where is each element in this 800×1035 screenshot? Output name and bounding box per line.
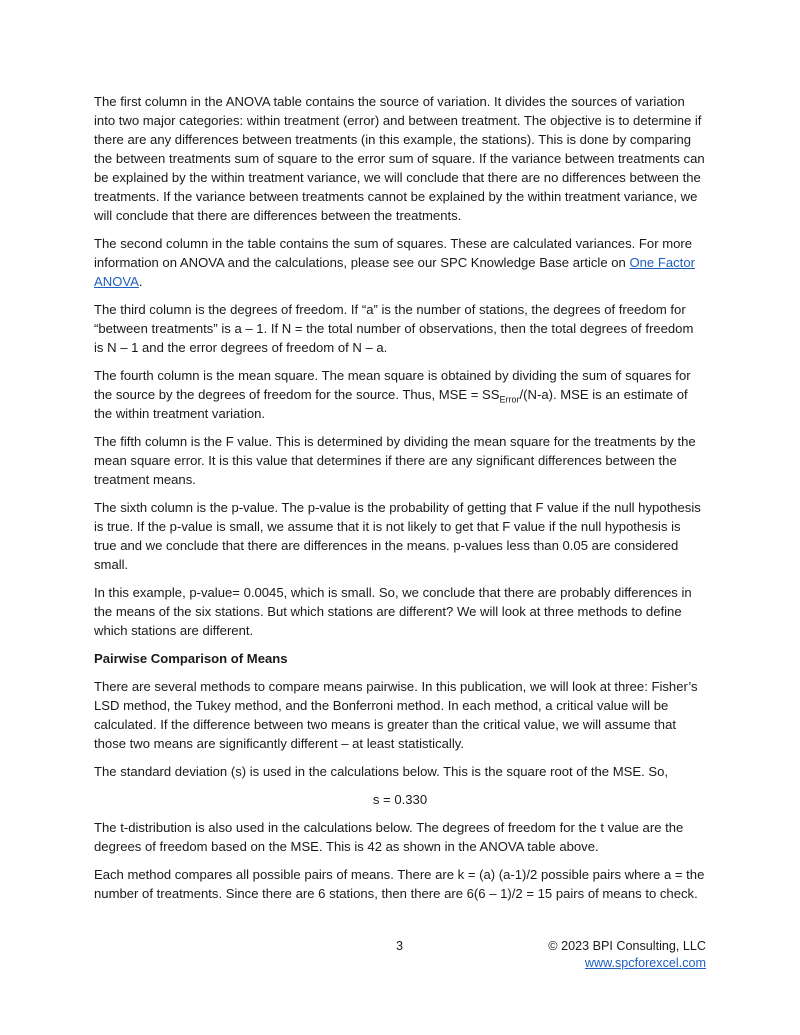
paragraph-mean-square-b: /(N-a). MSE is an estimate of the within treatment variation. bbox=[94, 387, 688, 421]
paragraph-sum-of-squares-text: The second column in the table contains the sum of squares. These are calculated variances. For more information on ANOVA and the calculations, please see our SPC Knowledge Base article on bbox=[94, 236, 693, 270]
formula-s: s = 0.330 bbox=[372, 792, 428, 807]
paragraph-t-distribution: The t-distribution is also used in the calculations below. The degrees of freedom for the t value are the degrees of freedom based on the MSE. This is 42 as shown in the ANOVA table above. bbox=[94, 820, 684, 854]
paragraph-f-value: The fifth column is the F value. This is determined by dividing the mean square for the treatments by the mean square error. It is this value that determines if there are any significant differences between the treatment means. bbox=[94, 434, 696, 487]
paragraph-sum-of-squares bbox=[94, 234, 706, 291]
page-number: 3 bbox=[396, 939, 404, 953]
paragraph-pairs: Each method compares all possible pairs of means. There are k = (a) (a-1)/2 possible pairs where a = the number of treatments. Since there are 6 stations, then there are 6(6 – 1)/2 = 15 pairs of means to check. bbox=[94, 867, 705, 901]
paragraph-p-value: The sixth column is the p-value. The p-value is the probability of getting that F value if the null hypothesis is true. If the p-value is small, we assume that it is not likely to get that F value if the null hypothesis is true and we conclude that there are differences in the means. p-values less than 0.05 are considered small. bbox=[94, 500, 701, 572]
website-link[interactable]: www.spcforexcel.com bbox=[584, 956, 706, 970]
paragraph-mean-square-a: The fourth column is the mean square. The mean square is obtained by dividing the sum of squares for the source by the degrees of freedom for the source. Thus, MSE = SS bbox=[94, 368, 691, 402]
subscript-error: Error bbox=[499, 394, 520, 405]
paragraph-sum-of-squares-end: . bbox=[138, 274, 143, 289]
copyright-text: © 2023 BPI Consulting, LLC bbox=[548, 939, 706, 953]
section-heading: Pairwise Comparison of Means bbox=[94, 651, 288, 666]
paragraph-source-of-variation: The first column in the ANOVA table contains the source of variation. It divides the sources of variation into two major categories: within treatment (error) and between treatment. The objective is to determine if there are any differences between treatments (in this example, the stations). This is done by comparing the between treatments sum of square to the error sum of square. If the variance between treatments can be explained by the within treatment variance, we will conclude that there are no differences between the treatments. If the variance between treatments cannot be explained by the within treatment variance, we will conclude that there are differences between the treatments. bbox=[94, 94, 705, 223]
body-text bbox=[94, 92, 706, 912]
paragraph-example: In this example, p-value= 0.0045, which is small. So, we conclude that there are probably differences in the means of the six stations. But which stations are different? We will look at three methods to define which stations are different. bbox=[94, 585, 692, 638]
paragraph-degrees-of-freedom: The third column is the degrees of freedom. If “a” is the number of stations, the degrees of freedom for “between treatments” is a – 1. If N = the total number of observations, then the total degrees of freedom is N – 1 and the error degrees of freedom of N – a. bbox=[94, 302, 694, 355]
paragraph-standard-deviation: The standard deviation (s) is used in the calculations below. This is the square root of the MSE. So, bbox=[94, 764, 669, 779]
paragraph-pairwise-methods: There are several methods to compare means pairwise. In this publication, we will look at three: Fisher’s LSD method, the Tukey method, and the Bonferroni method. In each method, a critical value will be calculated. If the difference between two means is greater than the critical value, we will assume that those two means are significantly different – at least statistically. bbox=[94, 679, 698, 751]
paragraph-mean-square bbox=[94, 366, 706, 423]
one-factor-anova-link[interactable]: One Factor ANOVA bbox=[94, 255, 695, 289]
